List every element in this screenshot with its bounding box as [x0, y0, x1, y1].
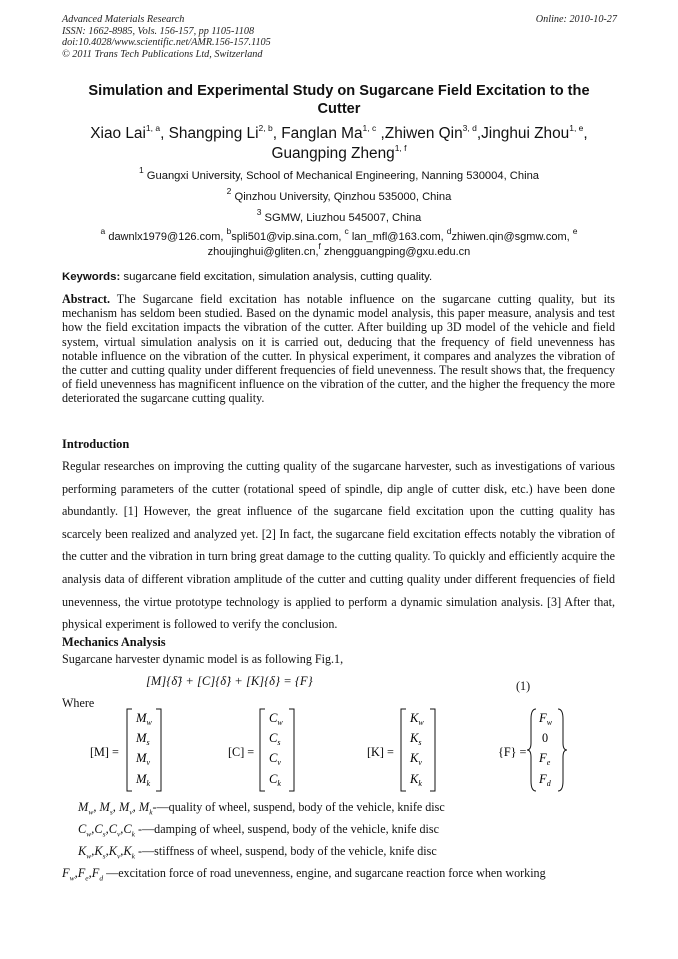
definition-line — [62, 865, 546, 886]
matrix-M-entry: Mv — [136, 751, 151, 767]
definition-symbols: $M_w$, $M_s$, $M_v$, $M_k$ — [78, 800, 153, 817]
vector-F-entry: 0 — [542, 731, 549, 745]
author-separator: , — [583, 125, 588, 142]
affiliation-2 — [40, 186, 638, 204]
definition-text: stiffness of wheel, suspend, body of the vehicle, knife disc — [154, 844, 437, 858]
email[interactable]: zhoujinghui@gliten.cn, — [207, 245, 319, 258]
affiliation-text: SGMW, Liuzhou 545007, China — [261, 212, 422, 224]
matrix-K-entry: Ks — [410, 731, 422, 747]
definition-symbols: $C_w,C_s,C_v,C_k$ — [78, 822, 136, 839]
email-line-1 — [40, 226, 638, 245]
matrices-figure — [80, 707, 580, 797]
where-label: Where — [62, 696, 95, 710]
affiliation-sup: 3 — [256, 207, 262, 218]
definition-line — [78, 843, 437, 864]
keywords-text: sugarcane field excitation, simulation analysis, cutting quality. — [120, 271, 433, 283]
email-sup: d — [446, 226, 452, 237]
author-name: Guangping Zheng — [271, 145, 395, 162]
author-line-1 — [40, 124, 638, 144]
bracket-right — [156, 709, 161, 791]
matrix-K-entry: Kw — [410, 711, 424, 727]
copyright-line: © 2011 Trans Tech Publications Ltd, Switzerland — [62, 48, 263, 60]
equation-1: [M]{δ̈} + [C]{δ̇} + [K]{δ} = {F} — [146, 674, 313, 688]
affiliation-sup: 2 — [226, 186, 232, 197]
title-line-2: Cutter — [317, 101, 361, 117]
affiliation-text: Qinzhou University, Qinzhou 535000, China — [231, 191, 452, 203]
definition-text: damping of wheel, suspend, body of the vehicle, knife disc — [154, 822, 439, 836]
vector-F-entry: Fd — [539, 772, 551, 788]
matrix-K — [367, 709, 435, 791]
vector-F — [498, 709, 567, 791]
email-sup: b — [226, 226, 232, 237]
brace-right — [558, 709, 567, 791]
introduction-heading: Introduction — [62, 437, 130, 451]
email-sup: a — [100, 226, 106, 237]
matrix-C-entry: Cs — [269, 731, 281, 747]
matrix-K-label: [K] = — [367, 745, 394, 759]
definition-text: quality of wheel, suspend, body of the vehicle, knife disc — [168, 800, 445, 814]
email[interactable]: spli501@vip.sina.com, — [231, 231, 345, 243]
abstract-label: Abstract. — [62, 292, 111, 306]
matrix-M-entry: Mk — [136, 772, 151, 788]
definition-symbols: $K_w,K_s,K_v,K_k$ — [78, 844, 136, 861]
author-name: ,Zhiwen Qin — [376, 125, 463, 142]
affiliation-text: Guangxi University, School of Mechanical Engineering, Nanning 530004, China — [143, 170, 540, 182]
affiliation-3 — [40, 207, 638, 225]
online-date: Online: 2010-10-27 — [535, 14, 617, 25]
matrix-M-entry: Mw — [136, 711, 152, 727]
bracket-left — [260, 709, 265, 791]
matrix-K-entry: Kv — [410, 751, 422, 767]
doi-line: doi:10.4028/www.scientific.net/AMR.156-157.1105 — [62, 37, 271, 49]
definition-line — [78, 799, 445, 820]
affiliation-sup: 1 — [138, 165, 144, 176]
email-sup: c — [344, 226, 349, 237]
introduction-text: Regular researches on improving the cutting quality of the sugarcane harvester, such as investigations of various performing parameters of the cutter (rotational speed of spindle, dip angle of cutter disk, etc.) have been done abundantly. [1] However, the great influence of the sugarcane field excitation upon the cutting quality has scarcely been realized and analyzed yet. [2] In fact, the sugarcane field excitation effects notably the vibration of the cutter and the vibration in turn bring great damage to the cutting quality. To quickly and efficiently acquire the analysis data of different vibration amplitude of the cutter and cutting quality under different frequencies of field unevenness, the virtue prototype technology is applied to perform a dynamic simulation analysis. [3] After that, physical experiment is followed to verify the conclusion. — [62, 459, 615, 632]
matrix-M-entry: Ms — [136, 731, 150, 747]
author-sup: 1, c — [362, 122, 377, 133]
brace-left — [527, 709, 536, 791]
author-sup: 1, e — [569, 122, 584, 133]
mechanics-heading: Mechanics Analysis — [62, 635, 166, 649]
issn-line: ISSN: 1662-8985, Vols. 156-157, pp 1105-1108 — [62, 25, 255, 37]
author-name: , Shangping Li — [160, 125, 259, 142]
keywords — [62, 270, 617, 284]
keywords-label: Keywords: — [62, 271, 121, 283]
author-name: , Fanglan Ma — [272, 125, 363, 142]
author-name: ,Jinghui Zhou — [476, 125, 570, 142]
bracket-right — [430, 709, 435, 791]
journal-name: Advanced Materials Research — [62, 14, 185, 25]
author-line-2 — [40, 144, 638, 164]
definition-dash: -— — [135, 844, 155, 858]
definition-dash: -— — [135, 822, 155, 836]
matrix-K-entry: Kk — [410, 772, 422, 788]
header-left — [62, 14, 271, 60]
email[interactable]: zhiwen.qin@sgmw.com, — [451, 231, 573, 243]
matrix-C-entry: Cv — [269, 751, 281, 767]
email[interactable]: lan_mfl@163.com, — [348, 231, 447, 243]
matrix-C-label: [C] = — [228, 745, 255, 759]
author-sup: 1, a — [145, 122, 161, 133]
matrix-C — [228, 709, 294, 791]
matrix-C-entry: Cw — [269, 711, 283, 727]
matrix-M-label: [M] = — [90, 745, 119, 759]
email[interactable]: zhengguangping@gxu.edu.cn — [320, 245, 471, 258]
author-emails — [40, 226, 638, 259]
abstract — [62, 292, 615, 406]
author-sup: 1, f — [394, 142, 407, 153]
definition-dash: — — [103, 866, 119, 880]
title-line-1: Simulation and Experimental Study on Sugarcane Field Excitation to the — [88, 83, 590, 99]
definition-line — [78, 821, 439, 842]
bracket-right — [289, 709, 294, 791]
vector-F-label: {F} = — [498, 745, 527, 759]
abstract-text: The Sugarcane field excitation has notable influence on the sugarcane cutting quality, but its mechanism has seldom been studied. Based on the dynamic model analysis, this paper measure, analysis and test how the field excitation impacts the vibration of the cutter. After building up 3D model of the vehicle and field system, virtual simulation analysis on it is carried out, deducing that the frequency of field unevenness has notable influence on the vibration of the cutter. In physical experiment, it compares and analyzes the vibration of the cutter and cutting quality under different frequencies of field unevenness. The result shows that, the frequency of field unevenness has magnificent influence on the vibration of the cutter, and the higher the frequency the more deteriorated the sugarcane cutting quality. — [62, 292, 615, 406]
paper-title — [40, 82, 638, 118]
affiliation-1 — [40, 165, 638, 183]
matrix-C-entry: Ck — [269, 772, 281, 788]
bracket-left — [127, 709, 132, 791]
email[interactable]: dawnlx1979@126.com, — [105, 231, 227, 243]
matrix-M — [90, 709, 161, 791]
email-sup: f — [318, 240, 321, 251]
definition-text: excitation force of road unevenness, engine, and sugarcane reaction force when working — [118, 866, 546, 880]
author-name: Xiao Lai — [90, 125, 146, 142]
author-list — [40, 124, 638, 164]
bracket-left — [401, 709, 406, 791]
vector-F-entry: Fw — [539, 711, 553, 727]
equation-number: (1) — [516, 679, 531, 693]
mechanics-text: Sugarcane harvester dynamic model is as following Fig.1, — [62, 652, 344, 666]
email-line-2 — [40, 240, 638, 260]
author-sup: 2, b — [258, 122, 273, 133]
vector-F-entry: Fe — [539, 751, 551, 767]
definition-dash: -— — [152, 800, 169, 814]
email-sup: e — [572, 226, 578, 237]
definition-symbols: $F_w,F_e,F_d$ — [62, 866, 104, 883]
author-sup: 3, d — [462, 122, 477, 133]
